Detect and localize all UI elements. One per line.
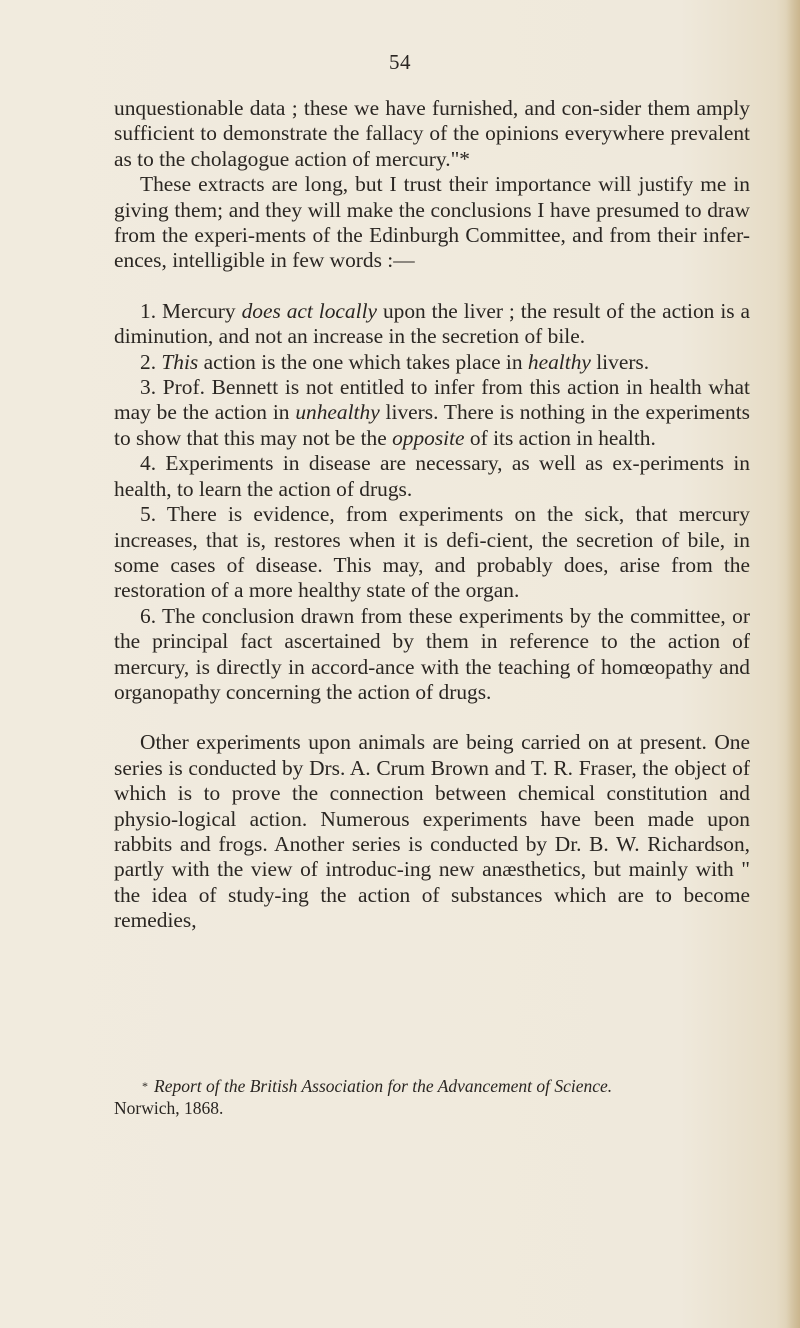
- footnote-title: Report of the British Association for the Advancement of Science.: [154, 1076, 613, 1096]
- footnote: [114, 1075, 750, 1119]
- body-text: [114, 96, 750, 934]
- paragraph-extracts: These extracts are long, but I trust their importance will justify me in giving them; and they will make the conclusions I have presumed to draw from the experi-ments of the Edinburgh Committee, and from their infer-ences, intelligible in few words :—: [114, 172, 750, 273]
- conclusion-6: 6. The conclusion drawn from these experiments by the committee, or the principal fact ascertained by them in reference to the action of mercury, is directly in accord-ance with the teaching of homœopathy and organopathy concerning the action of drugs.: [114, 603, 750, 704]
- page-number: 54: [389, 50, 411, 74]
- paragraph-other-experiments: Other experiments upon animals are being carried on at present. One series is conducted by Drs. A. Crum Brown and T. R. Fraser, the object of which is to prove the connection between chemical constitution and physio-logical action. Numerous experiments have been made upon rabbits and frogs. Another series is conducted by Dr. B. W. Richardson, partly with the view of introduc-ing new anæsthetics, but mainly with " the idea of study-ing the action of substances which are to become remedies,: [114, 730, 750, 933]
- conclusion-4: 4. Experiments in disease are necessary, as well as ex-periments in health, to learn the action of drugs.: [114, 451, 750, 501]
- conclusion-5: 5. There is evidence, from experiments on the sick, that mercury increases, that is, restores when it is defi-cient, the secretion of bile, in some cases of disease. This may, and probably does, arise from the restoration of a more healthy state of the organ.: [114, 502, 750, 603]
- conclusion-1: 1. Mercury does act locally upon the liver ; the result of the action is a diminution, and not an increase in the secretion of bile.: [114, 298, 751, 349]
- footnote-source: Norwich, 1868.: [114, 1098, 224, 1118]
- conclusion-3: 3. Prof. Bennett is not entitled to infer from this action in health what may be the action in unhealthy livers. There is nothing in the experiments to show that this may not be the opposite of its action in health.: [114, 375, 750, 450]
- footnote-marker: *: [142, 1079, 148, 1093]
- footnote-title-line: [114, 1075, 750, 1097]
- conclusion-2: 2. This action is the one which takes place in healthy livers.: [140, 349, 650, 374]
- page-edge-shadow: [786, 0, 800, 1328]
- paragraph-continuation: unquestionable data ; these we have furnished, and con-sider them amply sufficient to demonstrate the fallacy of the opinions everywhere prevalent as to the cholagogue action of mercury."*: [114, 96, 750, 171]
